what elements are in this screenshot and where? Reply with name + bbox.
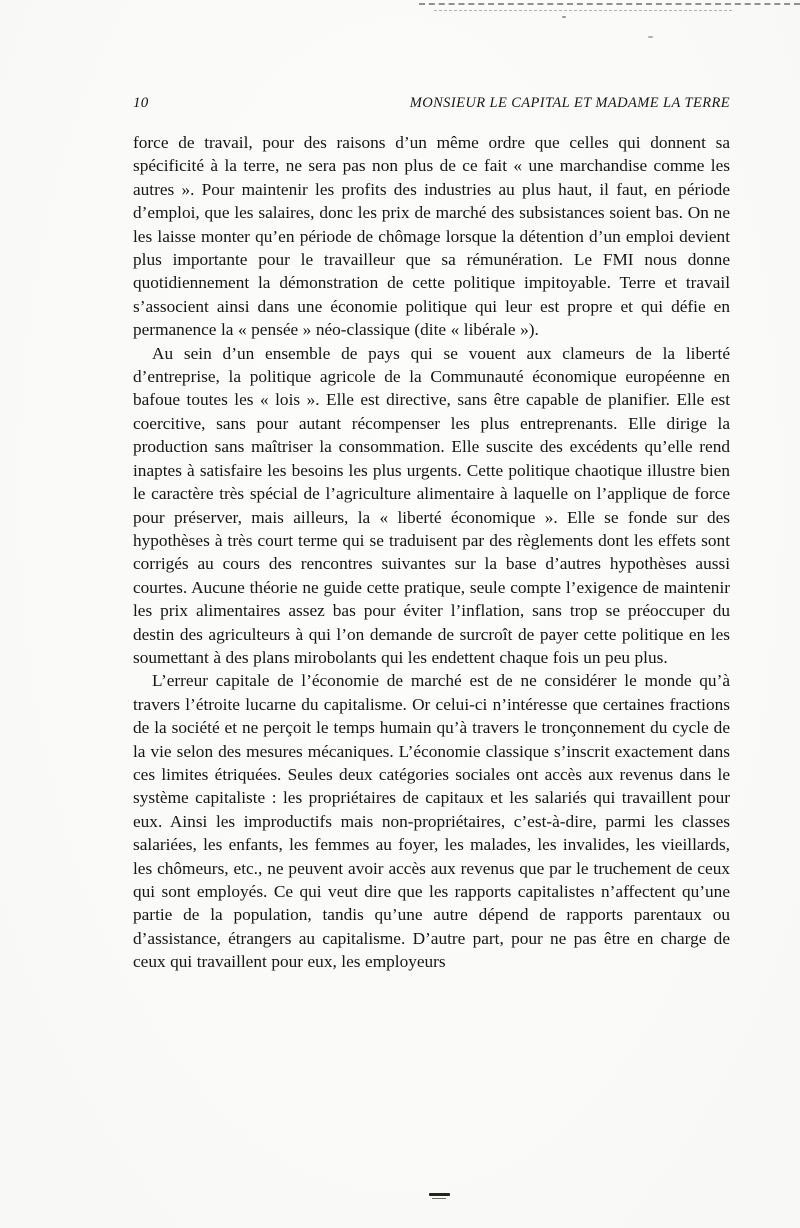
running-head: [133, 95, 730, 112]
scan-artifact-speck: [648, 36, 653, 38]
scan-artifact-bottom-dash: [429, 1193, 450, 1196]
scan-artifact-bottom-dash-thin: [432, 1198, 446, 1199]
paragraph: force de travail, pour des raisons d’un même ordre que celles qui donnent sa spécificité à la terre, ne sera pas non plus de ce fait « une marchandise comme les autres ». Pour maintenir les profits des industries au plus haut, il faut, en période d’emploi, que les salaires, donc les prix de marché des subsistances soient bas. On ne les laisse monter qu’en période de chômage lorsque la détention d’un emploi devient plus importante pour le travailleur que sa rémunération. Le FMI nous donne quotidiennement la démonstration de cette politique impitoyable. Terre et travail s’associent ainsi dans une économie politique qui leur est propre et qui défie en permanence la « pensée » néo-classique (dite « libérale »).: [133, 133, 730, 340]
paragraph: Au sein d’un ensemble de pays qui se vouent aux clameurs de la liberté d’entreprise, la politique agricole de la Communauté économique européenne en bafoue toutes les « lois ». Elle est directive, sans être capable de planifier. Elle est coercitive, sans pour autant récompenser les plus entreprenants. Elle dirige la production sans maîtriser la consommation. Elle suscite des excédents qu’elle rend inaptes à satisfaire les besoins les plus urgents. Cette politique chaotique illustre bien le caractère très spécial de l’agriculture alimentaire à laquelle on l’applique de force pour préserver, mais ailleurs, la « liberté économique ». Elle se fonde sur des hypothèses à très court terme qui se traduisent par des règlements dont les effets sont corrigés au cours des rencontres suivantes sur la base d’autres hypothèses aussi courtes. Aucune théorie ne guide cette pratique, seule compte l’exigence de maintenir les prix alimentaires assez bas pour éviter l’inflation, sans trop se préoccuper du destin des agriculteurs à qui l’on demande de surcroît de payer cette politique en les soumettant à des plans mirobolants qui les endettent chaque fois un peu plus.: [133, 343, 730, 667]
scan-artifact-speck: [562, 16, 566, 18]
paragraph: L’erreur capitale de l’économie de marché est de ne considérer le monde qu’à travers l’étroite lucarne du capitalisme. Or celui-ci n’intéresse que certaines fractions de la société et ne perçoit le temps humain qu’à travers le tronçonnement du cycle de la vie selon des mesures mécaniques. L’économie classique s’inscrit exactement dans ces limites étriquées. Seules deux catégories sociales ont accès aux revenus dans le système capitaliste : les propriétaires de capitaux et les salariés qui travaillent pour eux. Ainsi les improductifs mais non-propriétaires, c’est-à-dire, parmi les classes salariées, les enfants, les femmes au foyer, les malades, les invalides, les vieillards, les chômeurs, etc., ne peuvent avoir accès aux revenus que par le truchement de ceux qui sont employés. Ce qui veut dire que les rapports capitalistes n’affectent qu’une partie de la population, tandis qu’une autre dépend de rapports parentaux ou d’assistance, étrangers au capitalisme. D’autre part, pour ne pas être en charge de ceux qui travaillent pour eux, les employeurs: [133, 671, 730, 972]
scan-artifact-dashed-line-top: [419, 3, 800, 5]
page-body-text: [133, 131, 730, 974]
scan-artifact-dashed-line-top-2: [434, 10, 732, 11]
page-number: 10: [133, 95, 149, 111]
running-title: MONSIEUR LE CAPITAL ET MADAME LA TERRE: [409, 95, 730, 111]
